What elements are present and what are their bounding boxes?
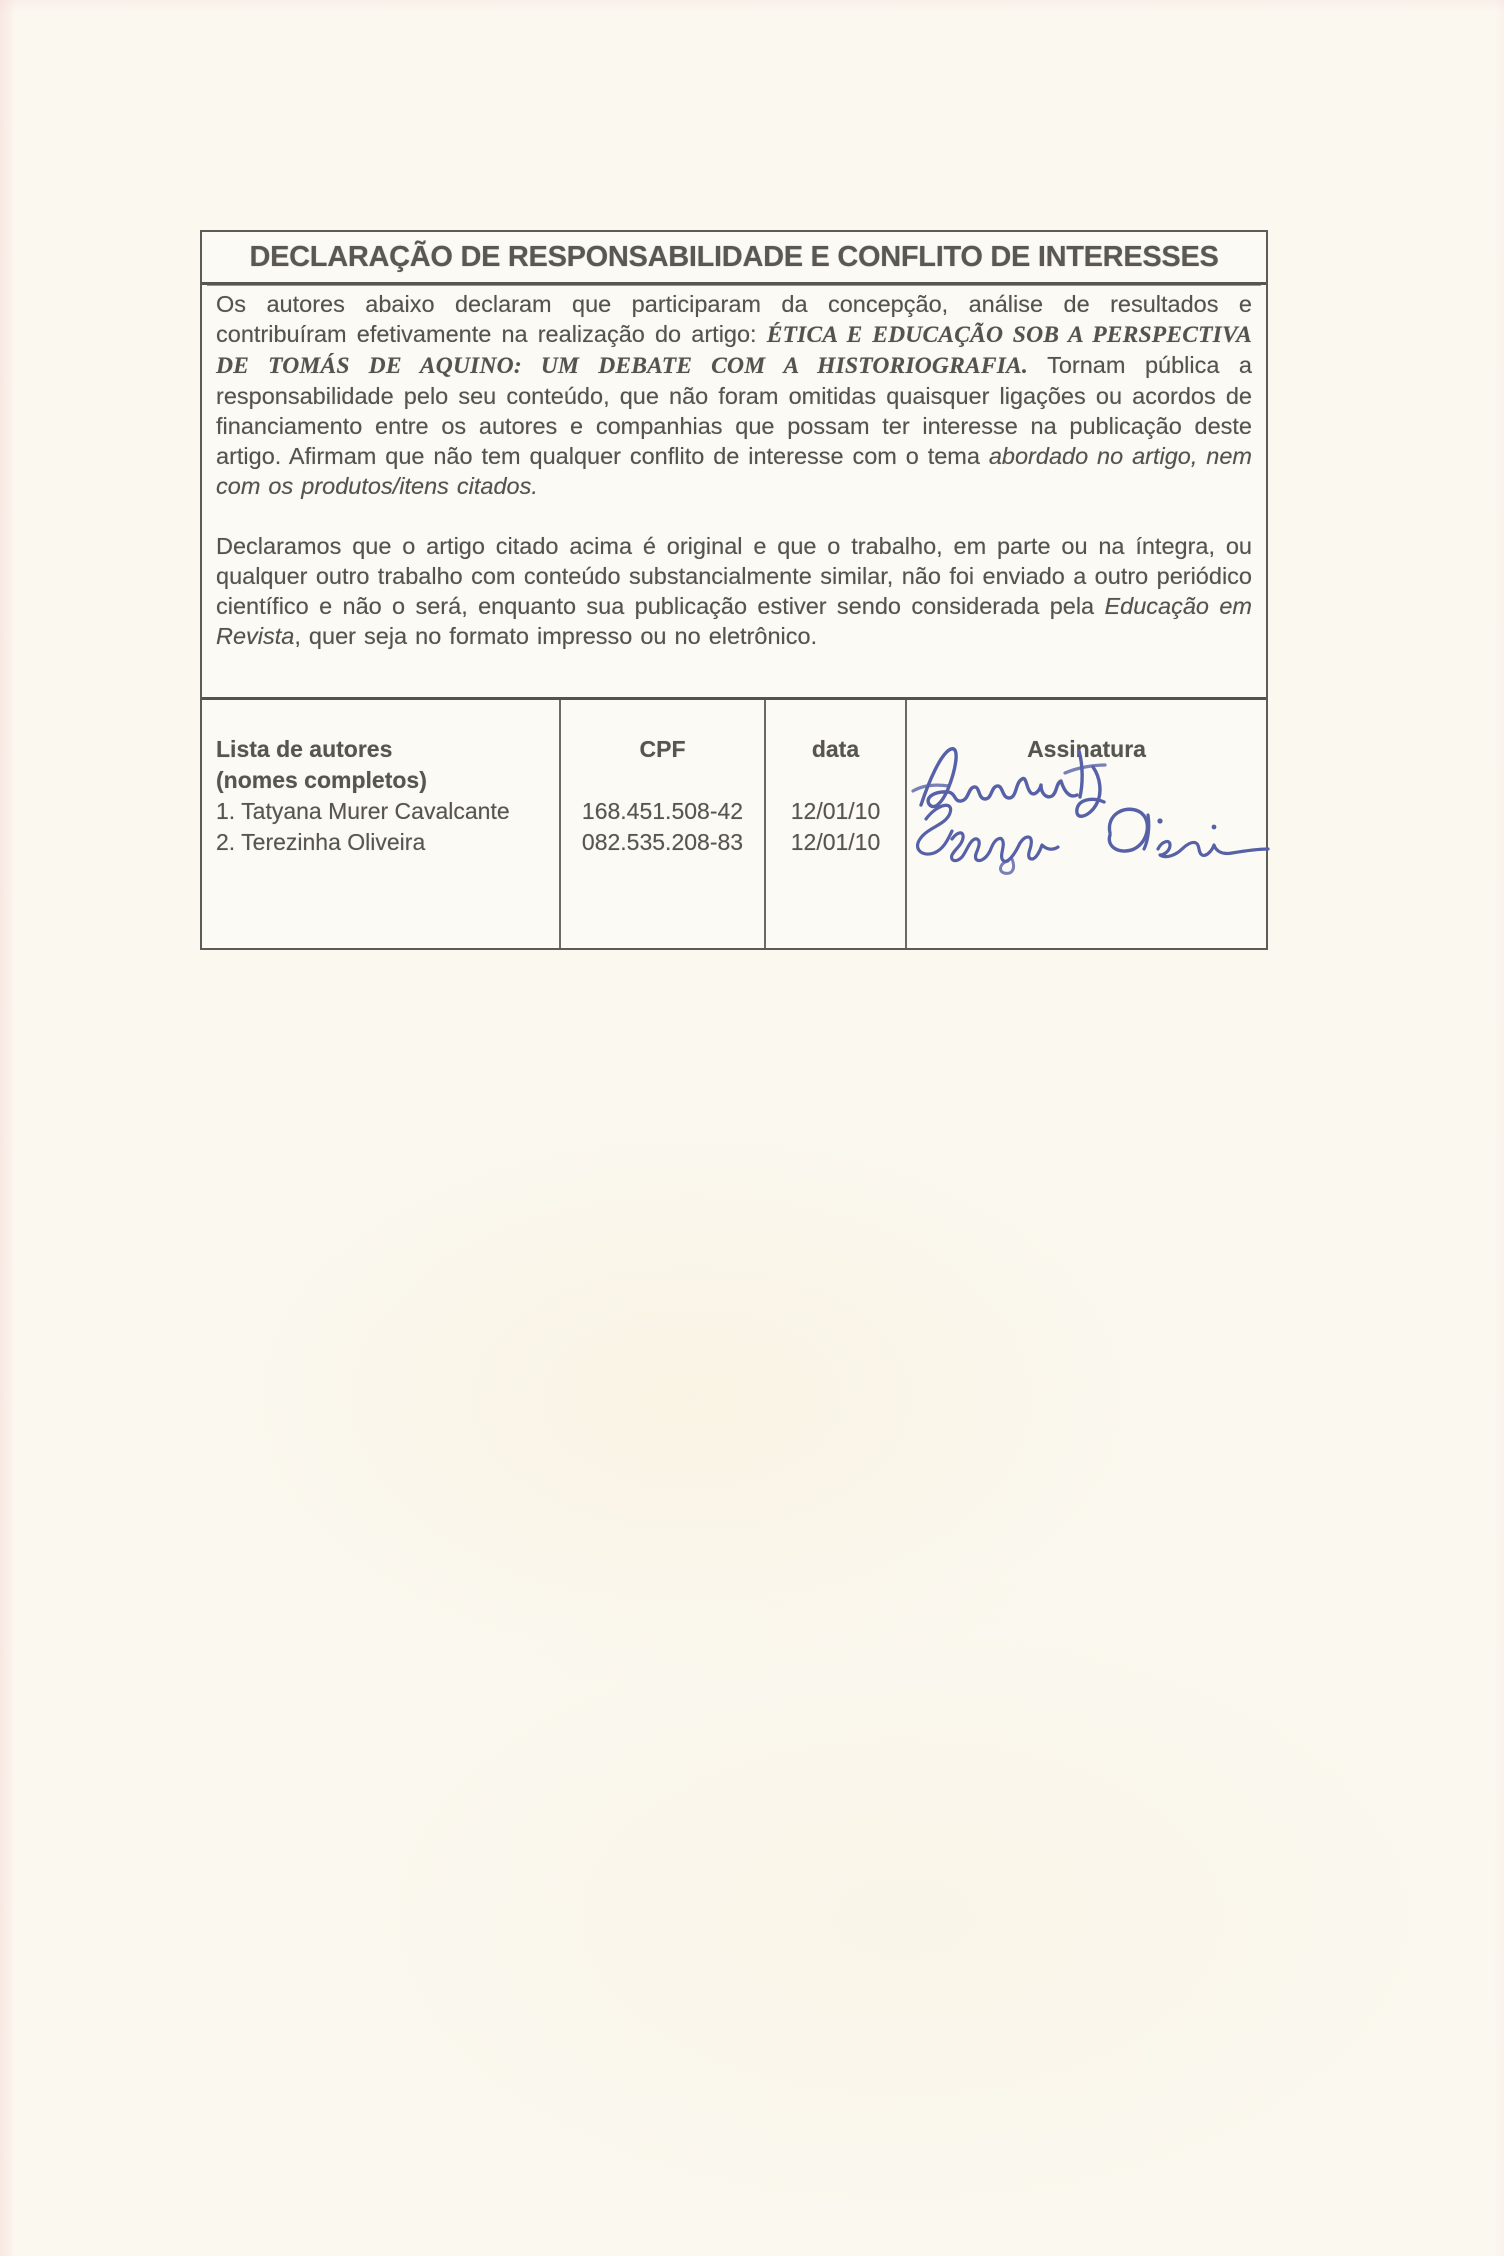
signature-column	[907, 700, 1266, 948]
cpf-column	[561, 700, 766, 948]
date-value-1: 12/01/10	[790, 798, 881, 824]
paragraph1-text-italic-end: abordado no artigo, nem com os produtos/itens citados.	[216, 443, 1252, 499]
author-name-1: 1. Tatyana Murer Cavalcante	[216, 798, 510, 824]
form-title-bar	[202, 232, 1266, 285]
date-column-header: data	[811, 736, 860, 762]
page-title: DECLARAÇÃO DE RESPONSABILIDADE E CONFLITO DE INTERESSES	[249, 240, 1219, 273]
paragraph2-text-end: , quer seja no formato impresso ou no eletrônico.	[294, 623, 818, 649]
authors-column-header-line2: (nomes completos)	[216, 767, 427, 793]
cpf-value-1: 168.451.508-42	[581, 798, 744, 824]
declaration-form	[200, 230, 1268, 950]
paragraph1-text-middle: Tornam pública a responsabilidade pelo seu conteúdo, que não foram omitidas quaisquer ligações ou acordos de financiamento entre os autores e companhias que possam ter interesse na publicação deste artigo. Afirmam que não tem qualquer conflito de interesse com o tema	[216, 352, 1253, 469]
authors-column-header-line1: Lista de autores	[216, 736, 393, 762]
paragraph1-text-start: Os autores abaixo declaram que participaram da concepção, análise de resultados e contribuíram efetivamente na realização do artigo:	[216, 291, 1252, 347]
authors-table	[202, 697, 1266, 948]
date-value-2: 12/01/10	[790, 829, 881, 855]
signature-column-header: Assinatura	[1027, 736, 1146, 762]
paragraph2-text-start: Declaramos que o artigo citado acima é original e que o trabalho, em parte ou na íntegra, ou qualquer outro trabalho com conteúdo substancialmente similar, não foi enviado a outro periódico científico e não o será, enquanto sua publicação estiver sendo considerada pela	[216, 533, 1252, 619]
spacer	[766, 765, 905, 796]
declaration-paragraph-responsibility	[216, 289, 1252, 501]
form-body	[202, 285, 1266, 651]
authors-column	[202, 700, 561, 948]
journal-name: Educação em Revista	[216, 593, 1252, 649]
date-column	[766, 700, 907, 948]
cpf-column-header: CPF	[639, 736, 686, 762]
article-title: ÉTICA E EDUCAÇÃO SOB A PERSPECTIVA DE TOMÁS DE AQUINO: UM DEBATE COM A HISTORIOGRAFIA.	[216, 322, 1252, 379]
declaration-paragraph-originality	[216, 531, 1252, 651]
author-name-2: 2. Terezinha Oliveira	[216, 829, 426, 855]
spacer	[561, 765, 764, 796]
cpf-value-2: 082.535.208-83	[581, 829, 744, 855]
